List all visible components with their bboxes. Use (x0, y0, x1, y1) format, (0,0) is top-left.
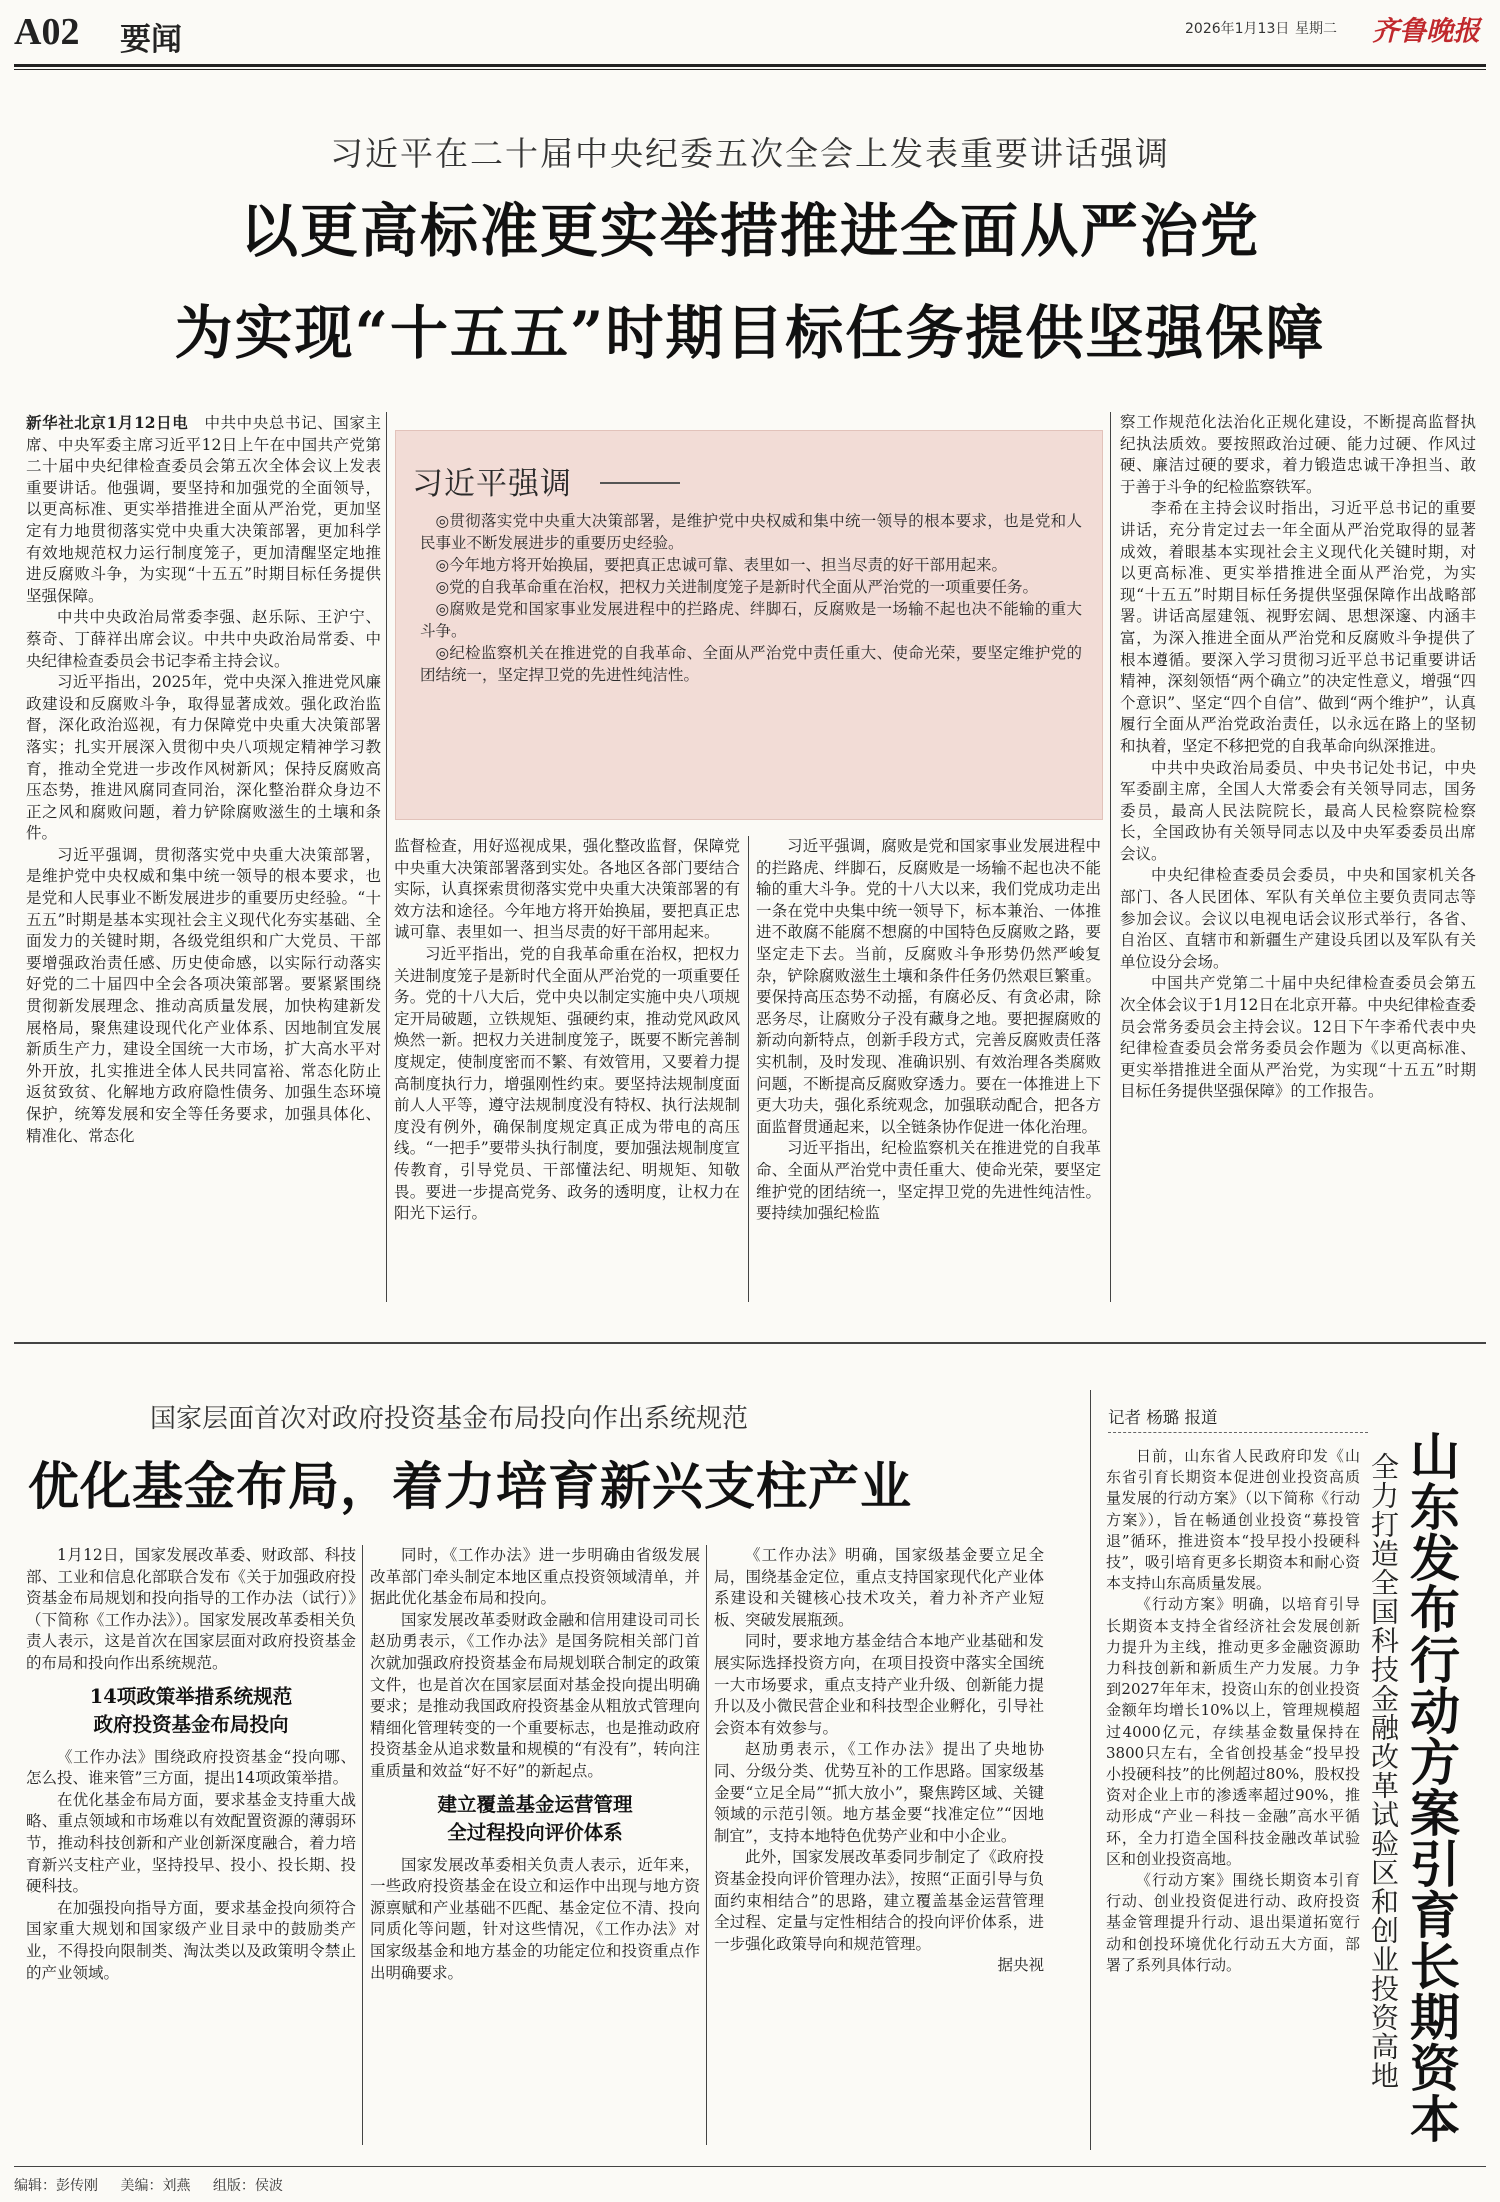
header-rule (14, 64, 1486, 67)
column-divider (1090, 1390, 1091, 2150)
quote-item: ◎贯彻落实党中央重大决策部署，是维护党中央权威和集中统一领导的根本要求，也是党和人民事业不断发展进步的重要历史经验。 (420, 512, 1082, 552)
lead-paragraph: 中共中央政治局委员、中央书记处书记，中央军委副主席，全国人大常委会有关领导同志，国务委员，最高人民法院院长，最高人民检察院检察长，全国政协有关领导同志以及中央军委委员出席会议。 (1120, 758, 1476, 863)
lead-paragraph: 监督检查，用好巡视成果，强化整改监督，保障党中央重大决策部署落到实处。各地区各部门要结合实际，认真探索贯彻落实党中央重大决策部署的有效方法和途径。今年地方将开始换届，要把真正忠诚可靠、表里如一、担当尽责的好干部用起来。 (394, 837, 740, 942)
lead-paragraph: 习近平指出，党的自我革命重在治权，把权力关进制度笼子是新时代全面从严治党的一项重要任务。党的十八大后，党中央以制定实施中央八项规定开局破题，立铁规矩、强硬约束，推动党风政风焕然一新。把权力关进制度笼子，既要不断完善制度规定，使制度密而不繁、有效管用，又要着力提高制度执行力，增强刚性约束。要坚持法规制度面前人人平等，遵守法规制度没有特权、执行法规制度没有例外，确保制度规定真正成为带电的高压线。“一把手”要带头执行制度，要加强法规制度宣传教育，引导党员、干部懂法纪、明规矩、知敬畏。要进一步提高党务、政务的透明度，让权力在阳光下运行。 (394, 944, 740, 1223)
fund-subhead-1-line1: 14项政策举措系统规范 (89, 1684, 293, 1708)
lead-paragraph: 李希在主持会议时指出，习近平总书记的重要讲话，充分肯定过去一年全面从严治党取得的显著成效，着眼基本实现社会主义现代化关键时期，对以更高标准、更实举措推进全面从严治党，为实现“十五五”时期目标任务提供坚强保障作出战略部署。讲话高屋建瓴、视野宏阔、思想深邃、内涵丰富，为深入推进全面从严治党和反腐败斗争提供了根本遵循。要深入学习贯彻习近平总书记重要讲话精神，深刻领悟“两个确立”的决定性意义，增强“四个意识”、坚定“四个自信”、做到“两个维护”，认真履行全面从严治党政治责任，以永远在路上的坚韧和执着，坚定不移把党的自我革命向纵深推进。 (1120, 499, 1476, 755)
fund-kicker: 国家层面首次对政府投资基金布局投向作出系统规范 (150, 1404, 749, 1434)
fund-paragraph: 赵劢勇表示，《工作办法》提出了央地协同、分级分类、优势互补的工作思路。国家级基金要“立足全局”“抓大放小”，聚焦跨区域、关键领域的示范引领。地方基金要“找准定位”“因地制宜”，支持本地特色优势产业和中小企业。 (714, 1740, 1044, 1845)
lead-paragraph: 习近平强调，贯彻落实党中央重大决策部署，是维护党中央权威和集中统一领导的根本要求，也是党和人民事业不断发展进步的重要历史经验。“十五五”时期是基本实现社会主义现代化夯实基础、全面发力的关键时期，各级党组织和广大党员、干部要增强政治责任感、历史使命感，以实际行动落实好党的二十届四中全会各项决策部署。要紧紧围绕贯彻新发展理念、推动高质量发展，加快构建新发展格局，聚焦建设现代化产业体系、因地制宜发展新质生产力，建设全国统一大市场，扩大高水平对外开放，扎实推进全体人民共同富裕、常态化防止返贫致贫、化解地方政府隐性债务、加强生态环境保护，统筹发展和安全等任务要求，加强具体化、精准化、常态化 (26, 845, 381, 1145)
lead-headline-line1: 以更高标准更实举措推进全面从严治党 (239, 197, 1260, 265)
fund-subhead-2-line2: 全过程投向评价体系 (447, 1820, 623, 1844)
quote-box-body (420, 510, 1082, 686)
issue-date: 2026年1月13日 (1185, 21, 1290, 37)
dateline: 新华社北京1月12日电 (26, 413, 189, 432)
column-divider (748, 836, 749, 1302)
quote-box-title: 习近平强调 (412, 466, 572, 502)
fund-subhead-2-line1: 建立覆盖基金运营管理 (437, 1792, 633, 1816)
quote-item: ◎腐败是党和国家事业发展进程中的拦路虎、绊脚石，反腐败是一场输不起也决不能输的重大斗争。 (420, 600, 1082, 640)
lead-column-4 (1120, 412, 1476, 1302)
column-divider (386, 412, 387, 1302)
quote-item: ◎纪检监察机关在推进党的自我革命、全面从严治党中责任重大、使命光荣，要坚定维护党的团结统一，坚定捍卫党的先进性纯洁性。 (420, 644, 1082, 684)
byline-rule (1108, 1432, 1368, 1433)
footer-layout: 组版：侯波 (212, 2178, 283, 2194)
fund-column-2 (370, 1545, 700, 2150)
lead-kicker: 习近平在二十届中央纪委五次全会上发表重要讲话强调 (330, 134, 1170, 173)
column-divider (706, 1545, 707, 2145)
section-name: 要闻 (120, 22, 182, 58)
lead-column-3 (756, 836, 1101, 1302)
quote-box-title-rule (600, 482, 680, 484)
fund-source: 据央视 (997, 1956, 1044, 1975)
lead-paragraph: 中央纪律检查委员会委员，中央和国家机关各部门、各人民团体、军队有关单位主要负责同志等参加会议。会议以电视电话会议形式举行，各省、自治区、直辖市和新疆生产建设兵团以及军队有关单位设分会场。 (1120, 866, 1476, 971)
fund-column-3 (714, 1545, 1044, 2150)
fund-paragraph: 在加强投向指导方面，要求基金投向须符合国家重大规划和国家级产业目录中的鼓励类产业，不得投向限制类、淘汰类以及政策明令禁止的产业领域。 (26, 1898, 356, 1982)
lead-paragraph: 中国共产党第二十届中央纪律检查委员会第五次全体会议于1月12日在北京开幕。中央纪律检查委员会常务委员会主持会议。12日下午李希代表中央纪律检查委员会常务委员会作题为《以更高标准、更实举措推进全面从严治党，为实现“十五五”时期目标任务提供坚强保障》的工作报告。 (1120, 974, 1476, 1101)
lead-paragraph: 中共中央政治局常委李强、赵乐际、王沪宁、蔡奇、丁薛祥出席会议。中共中央政治局常委、中央纪律检查委员会书记李希主持会议。 (26, 608, 381, 670)
shandong-headline: 山东发布行动方案引育长期资本 (1402, 1430, 1461, 2144)
column-divider (362, 1545, 363, 2145)
header-rule-thin (14, 69, 1486, 70)
lead-paragraph: 中共中央总书记、国家主席、中央军委主席习近平12日上午在中国共产党第二十届中央纪律检查委员会第五次全体会议上发表重要讲话。他强调，要坚持和加强党的全面领导，以更高标准、更实举措推进全面从严治党，更加坚定有力地贯彻落实党中央重大决策部署，更加科学有效地规范权力运行制度笼子，更加清醒坚定地推进反腐败斗争，为实现“十五五”时期目标任务提供坚强保障。 (26, 414, 381, 605)
fund-column-1 (26, 1545, 356, 2150)
lead-paragraph: 习近平强调，腐败是党和国家事业发展进程中的拦路虎、绊脚石，反腐败是一场输不起也决不能输的重大斗争。党的十八大以来，我们党成功走出一条在党中央集中统一领导下，标本兼治、一体推进不敢腐不能腐不想腐的中国特色反腐败之路，要坚定走下去。当前，反腐败斗争形势仍然严峻复杂，铲除腐败滋生土壤和条件任务仍然艰巨繁重。要保持高压态势不动摇，有腐必反、有贪必肃，除恶务尽，让腐败分子没有藏身之地。要把握腐败的新动向新特点，创新手段方式，完善反腐败责任落实机制，及时发现、准确识别、有效治理各类腐败问题，不断提高反腐败穿透力。要在一体推进上下更大功夫，强化系统观念，加强联动配合，把各方面监督贯通起来，以全链条协作促进一体化治理。 (756, 837, 1101, 1136)
issue-weekday: 星期二 (1295, 21, 1337, 37)
fund-subhead-2 (370, 1791, 700, 1847)
quote-item: ◎今年地方将开始换届，要把真正忠诚可靠、表里如一、担当尽责的好干部用起来。 (435, 556, 1008, 574)
lead-column-2 (394, 836, 740, 1302)
lead-headline-line2: 为实现“十五五”时期目标任务提供坚强保障 (174, 299, 1326, 367)
fund-paragraph: 同时，《工作办法》进一步明确由省级发展改革部门牵头制定本地区重点投资领域清单，并据此优化基金布局和投向。 (370, 1546, 700, 1608)
footer-rule (14, 2166, 1486, 2167)
fund-paragraph: 《工作办法》围绕政府投资基金“投向哪、怎么投、谁来管”三方面，提出14项政策举措。 (26, 1747, 356, 1788)
lead-paragraph: 习近平指出，纪检监察机关在推进党的自我革命、全面从严治党中责任重大、使命光荣，要坚定维护党的团结统一，坚定捍卫党的先进性纯洁性。要持续加强纪检监 (756, 1139, 1101, 1223)
shandong-subhead: 全力打造全国科技金融改革试验区和创业投资高地 (1367, 1452, 1400, 2090)
fund-paragraph: 此外，国家发展改革委同步制定了《政府投资基金投向评价管理办法》，按照“正面引导与负面约束相结合”的思路，建立覆盖基金运营管理全过程、定量与定性相结合的投向评价体系，进一步强化政策导向和规范管理。 (714, 1848, 1044, 1953)
footer-art: 美编：刘燕 (120, 2178, 191, 2194)
shandong-paragraph: 日前，山东省人民政府印发《山东省引育长期资本促进创业投资高质量发展的行动方案》（以下简称《行动方案》），旨在畅通创业投资“募投管退”循环，推进资本“投早投小投硬科技”，吸引培育更多长期资本和耐心资本支持山东高质量发展。 (1106, 1447, 1360, 1593)
fund-headline: 优化基金布局，着力培育新兴支柱产业 (28, 1457, 913, 1517)
fund-subhead-1-line2: 政府投资基金布局投向 (93, 1712, 289, 1736)
fund-paragraph: 在优化基金布局方面，要求基金支持重大战略、重点领域和市场难以有效配置资源的薄弱环节，推动科技创新和产业创新深度融合，着力培育新兴支柱产业，坚持投早、投小、投长期、投硬科技。 (26, 1790, 356, 1896)
fund-paragraph: 同时，要求地方基金结合本地产业基础和发展实际选择投资方向，在项目投资中落实全国统一大市场要求，重点支持产业升级、创新能力提升以及小微民营企业和科技型企业孵化，引导社会资本有效参与。 (714, 1632, 1044, 1737)
fund-paragraph: 国家发展改革委财政金融和信用建设司司长赵劢勇表示，《工作办法》是国务院相关部门首次就加强政府投资基金布局规划联合制定的政策文件，也是首次在国家层面对基金投向提出明确要求；是推动我国政府投资基金从粗放式管理向精细化管理转变的一个重要标志，也是推动政府投资基金从追求数量和规模的“有没有”，转向注重质量和效益“好不好”的新起点。 (370, 1610, 700, 1780)
fund-paragraph: 《工作办法》明确，国家级基金要立足全局，围绕基金定位，重点支持国家现代化产业体系建设和关键核心技术攻关，着力补齐产业短板、突破发展瓶颈。 (714, 1546, 1044, 1629)
fund-paragraph: 国家发展改革委相关负责人表示，近年来，一些政府投资基金在设立和运作中出现与地方资源禀赋和产业基础不匹配、基金定位不清、投向同质化等问题，针对这些情况，《工作办法》对国家级基金和地方基金的功能定位和投资重点作出明确要求。 (370, 1855, 700, 1982)
page-number: A02 (14, 11, 80, 53)
shandong-paragraph: 《行动方案》明确，以培育引导长期资本支持全省经济社会发展创新力提升为主线，推动更多金融资源助力科技创新和新质生产力发展。力争到2027年年末，投资山东的创业投资金额年均增长10%以上，管理规模超过4000亿元，存续基金数量保持在3800只左右，全省创投基金“投早投小投硬科技”的比例超过80%，股权投资对企业上市的渗透率超过90%，推动形成“产业－科技－金融”高水平循环，全力打造全国科技金融改革试验区和创业投资高地。 (1106, 1595, 1360, 1868)
column-divider (1110, 412, 1111, 1302)
lead-column-1 (26, 412, 381, 1302)
story-separator (14, 1342, 1486, 1344)
lead-paragraph: 习近平指出，2025年，党中央深入推进党风廉政建设和反腐败斗争，取得显著成效。强化政治监督，深化政治巡视，有力保障党中央重大决策部署落实；扎实开展深入贯彻中央八项规定精神学习教育，推动全党进一步改作风树新风；保持反腐败高压态势，推进风腐同查同治，深化整治群众身边不正之风和腐败问题，着力铲除腐败滋生的土壤和条件。 (26, 673, 381, 843)
fund-paragraph: 1月12日，国家发展改革委、财政部、科技部、工业和信息化部联合发布《关于加强政府投资基金布局规划和投向指导的工作办法（试行）》（下简称《工作办法》）。国家发展改革委相关负责人表示，这是首次在国家层面对政府投资基金的布局和投向作出系统规范。 (26, 1546, 356, 1672)
shandong-body (1106, 1446, 1360, 2146)
lead-paragraph: 察工作规范化法治化正规化建设，不断提高监督执纪执法质效。要按照政治过硬、能力过硬、作风过硬、廉洁过硬的要求，着力锻造忠诚干净担当、敢于善于斗争的纪检监察铁军。 (1120, 413, 1476, 496)
newspaper-logo: 齐鲁晚报 (1372, 16, 1480, 47)
quote-item: ◎党的自我革命重在治权，把权力关进制度笼子是新时代全面从严治党的一项重要任务。 (435, 578, 1039, 596)
shandong-byline: 记者 杨璐 报道 (1108, 1408, 1218, 1427)
footer-editor: 编辑：彭传刚 (14, 2178, 98, 2194)
fund-subhead-1 (26, 1683, 356, 1739)
shandong-paragraph: 《行动方案》围绕长期资本引育行动、创业投资促进行动、政府投资基金管理提升行动、退出渠道拓宽行动和创投环境优化行动五大方面，部署了系列具体行动。 (1106, 1871, 1360, 1974)
footer-credits (14, 2175, 301, 2195)
